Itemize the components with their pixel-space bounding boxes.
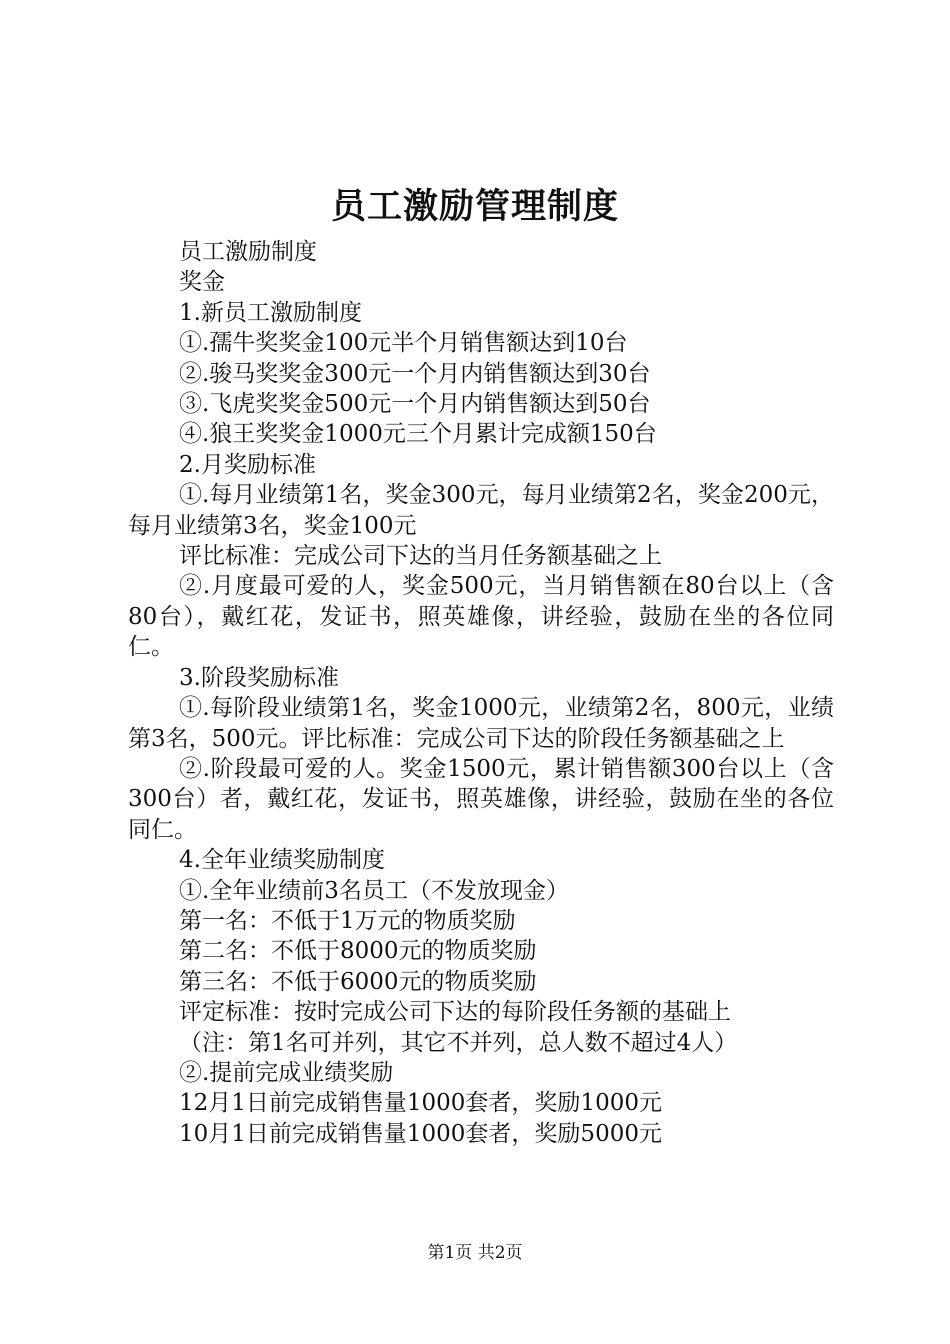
paragraph: 奖金 <box>179 269 225 296</box>
list-item: ①.每月业绩第1名，奖金300元，每月业绩第2名，奖金200元，每月业绩第3名，奖金100元 <box>128 482 834 539</box>
section-heading: 2.月奖励标准 <box>179 451 316 478</box>
list-item: ②.骏马奖奖金300元一个月内销售额达到30台 <box>179 360 651 387</box>
document-body <box>128 237 834 1149</box>
list-item: ②.阶段最可爱的人。奖金1500元，累计销售额300台以上（含300台）者，戴红花，发证书，照英雄像，讲经验，鼓励在坐的各位同仁。 <box>128 755 834 843</box>
list-item: ②.提前完成业绩奖励 <box>179 1059 394 1086</box>
list-item: ①.全年业绩前3名员工（不发放现金） <box>179 877 569 904</box>
paragraph: 第三名：不低于6000元的物质奖励 <box>179 968 537 995</box>
list-item: ②.月度最可爱的人，奖金500元，当月销售额在80台以上（含80台），戴红花，发证书，照英雄像，讲经验，鼓励在坐的各位同仁。 <box>128 573 834 661</box>
paragraph: 员工激励制度 <box>179 239 317 265</box>
section-heading: 1.新员工激励制度 <box>179 299 362 326</box>
section-heading: 4.全年业绩奖励制度 <box>179 847 385 874</box>
paragraph: 12月1日前完成销售量1000套者，奖励1000元 <box>179 1090 662 1117</box>
paragraph: 10月1日前完成销售量1000套者，奖励5000元 <box>179 1120 662 1147</box>
paragraph: 第二名：不低于8000元的物质奖励 <box>179 938 537 965</box>
list-item: ①.孺牛奖奖金100元半个月销售额达到10台 <box>179 330 628 357</box>
paragraph: （注：第1名可并列，其它不并列，总人数不超过4人） <box>179 1029 738 1056</box>
page-number-footer: 第1页 共2页 <box>427 1243 523 1263</box>
document-title: 员工激励管理制度 <box>330 186 619 227</box>
paragraph: 评比标准：完成公司下达的当月任务额基础之上 <box>179 543 662 570</box>
paragraph: 第一名：不低于1万元的物质奖励 <box>179 907 516 934</box>
list-item: ①.每阶段业绩第1名，奖金1000元，业绩第2名，800元，业绩第3名，500元。评比标准：完成公司下达的阶段任务额基础之上 <box>128 695 834 752</box>
section-heading: 3.阶段奖励标准 <box>179 664 339 691</box>
list-item: ③.飞虎奖奖金500元一个月内销售额达到50台 <box>179 391 651 418</box>
list-item: ④.狼王奖奖金1000元三个月累计完成额150台 <box>179 421 657 448</box>
paragraph: 评定标准：按时完成公司下达的每阶段任务额的基础上 <box>179 999 731 1026</box>
